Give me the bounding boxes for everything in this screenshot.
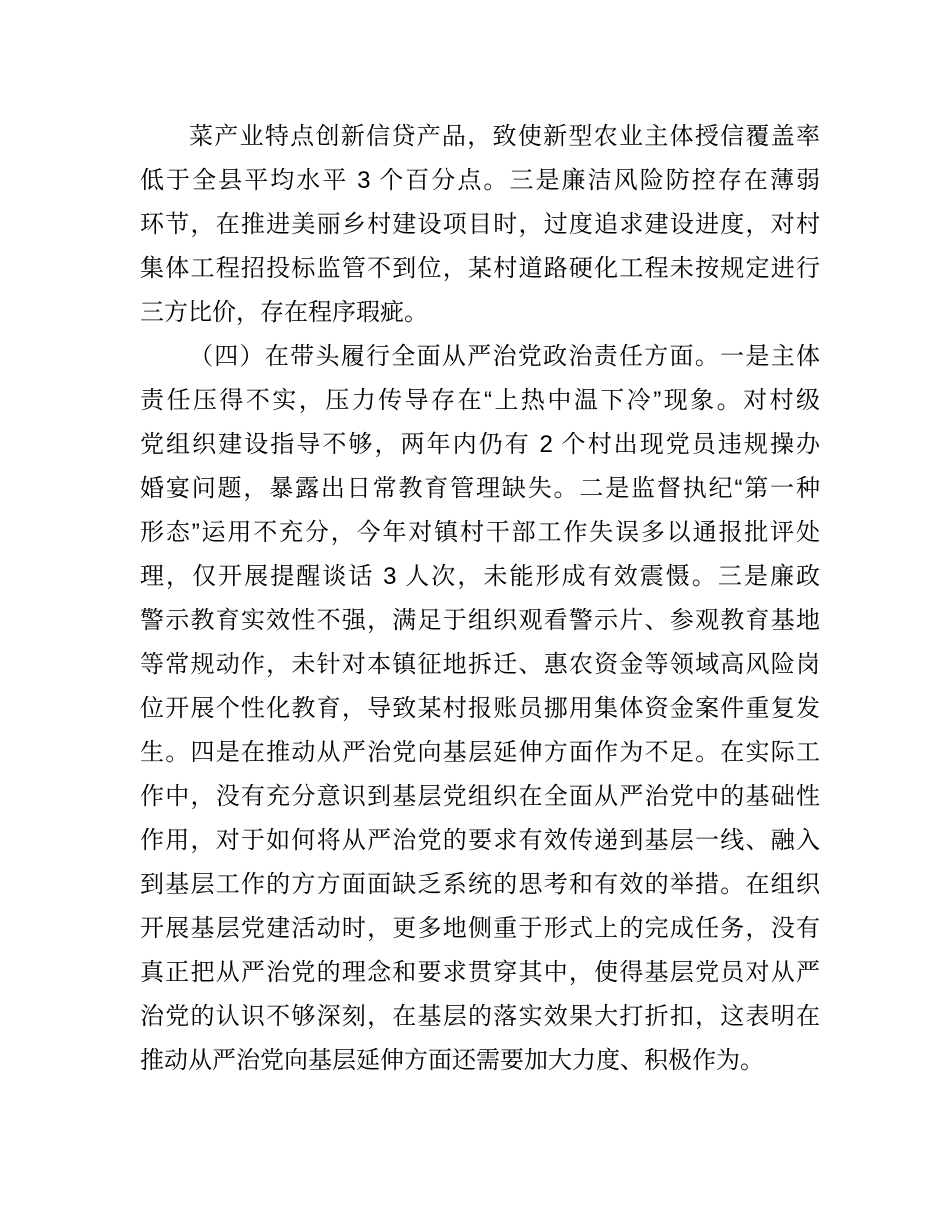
text-line: （四）在带头履行全面从严治党政治责任方面。一是主体 <box>189 343 820 370</box>
text-line: 低于全县平均水平 3 个百分点。三是廉洁风险防控存在薄弱 <box>140 167 820 194</box>
text-line: 环节，在推进美丽乡村建设项目时，过度追求建设进度，对村 <box>140 211 820 238</box>
paragraph <box>140 335 820 1083</box>
text-line: 真正把从严治党的理念和要求贯穿其中，使得基层党员对从严 <box>140 959 820 986</box>
text-line: 党组织建设指导不够，两年内仍有 2 个村出现党员违规操办 <box>140 431 820 458</box>
text-line: 警示教育实效性不强，满足于组织观看警示片、参观教育基地 <box>140 607 820 634</box>
text-line: 形态”运用不充分，今年对镇村干部工作失误多以通报批评处 <box>140 519 820 546</box>
document-body <box>140 115 820 1083</box>
text-line: 推动从严治党向基层延伸方面还需要加大力度、积极作为。 <box>140 1047 764 1074</box>
text-line: 到基层工作的方方面面缺乏系统的思考和有效的举措。在组织 <box>140 871 820 898</box>
text-line: 理，仅开展提醒谈话 3 人次，未能形成有效震慑。三是廉政 <box>140 563 820 590</box>
text-line: 三方比价，存在程序瑕疵。 <box>140 299 428 326</box>
text-line: 菜产业特点创新信贷产品，致使新型农业主体授信覆盖率 <box>189 123 820 150</box>
text-line: 作中，没有充分意识到基层党组织在全面从严治党中的基础性 <box>140 783 820 810</box>
paragraph <box>140 115 820 335</box>
text-line: 位开展个性化教育，导致某村报账员挪用集体资金案件重复发 <box>140 695 820 722</box>
text-line: 集体工程招投标监管不到位，某村道路硬化工程未按规定进行 <box>140 255 820 282</box>
text-line: 治党的认识不够深刻，在基层的落实效果大打折扣，这表明在 <box>140 1003 820 1030</box>
text-line: 婚宴问题，暴露出日常教育管理缺失。二是监督执纪“第一种 <box>140 475 820 502</box>
text-line: 等常规动作，未针对本镇征地拆迁、惠农资金等领域高风险岗 <box>140 651 820 678</box>
text-line: 开展基层党建活动时，更多地侧重于形式上的完成任务，没有 <box>140 915 820 942</box>
text-line: 生。四是在推动从严治党向基层延伸方面作为不足。在实际工 <box>140 739 820 766</box>
text-line: 作用，对于如何将从严治党的要求有效传递到基层一线、融入 <box>140 827 820 854</box>
text-line: 责任压得不实，压力传导存在“上热中温下冷”现象。对村级 <box>140 387 820 414</box>
